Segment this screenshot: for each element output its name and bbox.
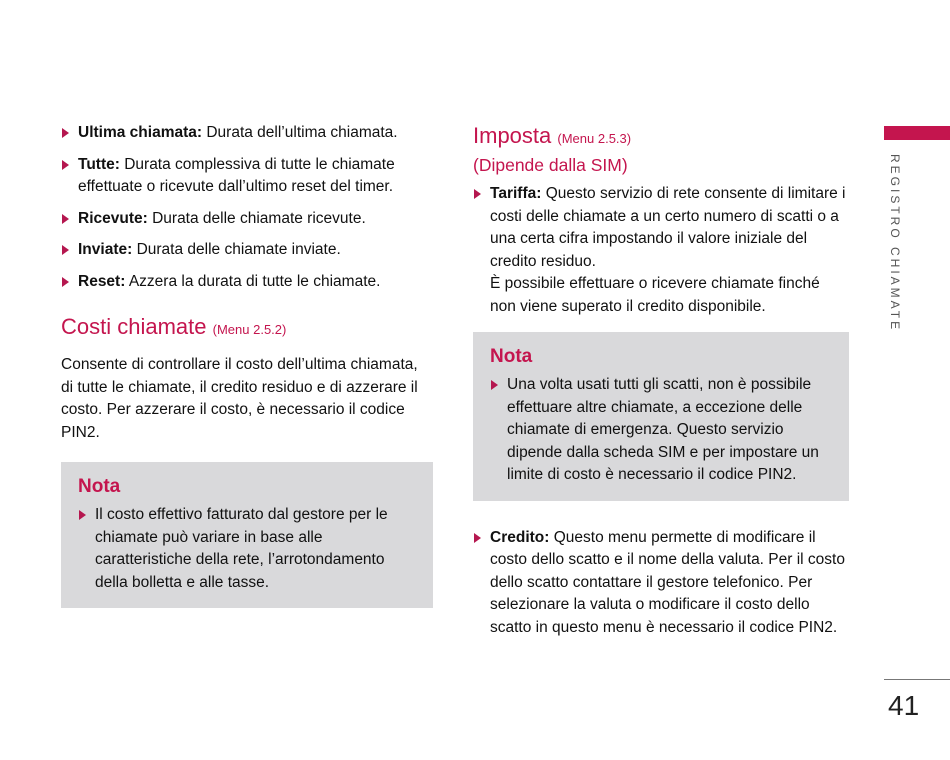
list-item: [61, 239, 433, 262]
item-text: Durata delle chiamate inviate.: [132, 241, 341, 258]
page-number: 41: [888, 690, 920, 721]
list-item: [61, 122, 433, 145]
triangle-right-icon: [474, 533, 481, 543]
note-title: Nota: [78, 476, 121, 497]
item-text-continued: È possibile effettuare o ricevere chiamate finché non viene superato il credito disponibile.: [490, 275, 820, 315]
triangle-right-icon: [62, 160, 69, 170]
item-text: Durata delle chiamate ricevute.: [147, 209, 366, 227]
triangle-right-icon: [62, 214, 69, 224]
list-item: [61, 271, 433, 294]
note-box: [473, 332, 849, 501]
item-label: Tutte:: [78, 155, 120, 173]
item-text: Durata dell’ultima chiamata.: [202, 124, 398, 141]
note-item: [490, 374, 832, 487]
section-title-text: Costi chiamate: [61, 314, 207, 339]
item-label: Credito:: [490, 528, 550, 546]
item-label: Tariffa:: [490, 185, 542, 202]
triangle-right-icon: [79, 510, 86, 520]
item-text: Questo servizio di rete consente di limitare i costi delle chiamate a un certo numero di scatti o a una certa cifra impostando il valore iniziale del credito residuo.: [490, 185, 846, 270]
item-label: Reset:: [78, 272, 126, 290]
item-text: Questo menu permette di modificare il costo dello scatto e il nome della valuta. Per il costo dello scatto contattare il gestore telefonico. Per selezionare la valuta o modificare il costo dello scatto in questo menu è necessario il codice PIN2.: [490, 528, 845, 636]
list-item: [473, 527, 849, 640]
section-side-label: REGISTRO CHIAMATE: [888, 154, 902, 333]
note-title: Nota: [490, 346, 533, 367]
triangle-right-icon: [474, 189, 481, 199]
note-text: Una volta usati tutti gli scatti, non è possibile effettuare altre chiamate, a eccezione delle chiamate di emergenza. Questo servizio dipende dalla scheda SIM e per impostare un limite di costo è necessario il codice PIN2.: [507, 376, 819, 483]
note-text: Il costo effettivo fatturato dal gestore per le chiamate può variare in base alle caratteristiche della rete, l’arrotondamento della bolletta e alle tasse.: [95, 506, 388, 591]
triangle-right-icon: [491, 380, 498, 390]
costi-description: Consente di controllare il costo dell’ultima chiamata, di tutte le chiamate, il credito residuo e di azzerare il costo. Per azzerare il costo, è necessario il codice PIN2.: [61, 356, 418, 441]
triangle-right-icon: [62, 128, 69, 138]
menu-reference: (Menu 2.5.3): [557, 131, 632, 146]
section-title-imposta: [473, 122, 849, 153]
section-tab-marker: [884, 126, 950, 140]
list-item: [473, 183, 849, 318]
note-item: [78, 504, 416, 594]
section-title-text: Imposta: [473, 123, 552, 148]
note-box: [61, 462, 433, 608]
list-item: [61, 154, 433, 199]
left-column: [61, 122, 433, 608]
section-title-costi: [61, 313, 433, 344]
list-item: [61, 208, 433, 231]
item-label: Inviate:: [78, 241, 133, 258]
item-text: Durata complessiva di tutte le chiamate effettuate o ricevute dall’ultimo reset del timer.: [78, 155, 395, 195]
triangle-right-icon: [62, 245, 69, 255]
triangle-right-icon: [62, 277, 69, 287]
section-subtitle: (Dipende dalla SIM): [473, 155, 628, 175]
item-label: Ricevute:: [78, 209, 148, 227]
right-column: [473, 122, 849, 648]
menu-reference: (Menu 2.5.2): [212, 322, 287, 337]
item-label: Ultima chiamata:: [78, 124, 203, 141]
item-text: Azzera la durata di tutte le chiamate.: [125, 272, 381, 290]
page-number-divider: [884, 679, 950, 680]
